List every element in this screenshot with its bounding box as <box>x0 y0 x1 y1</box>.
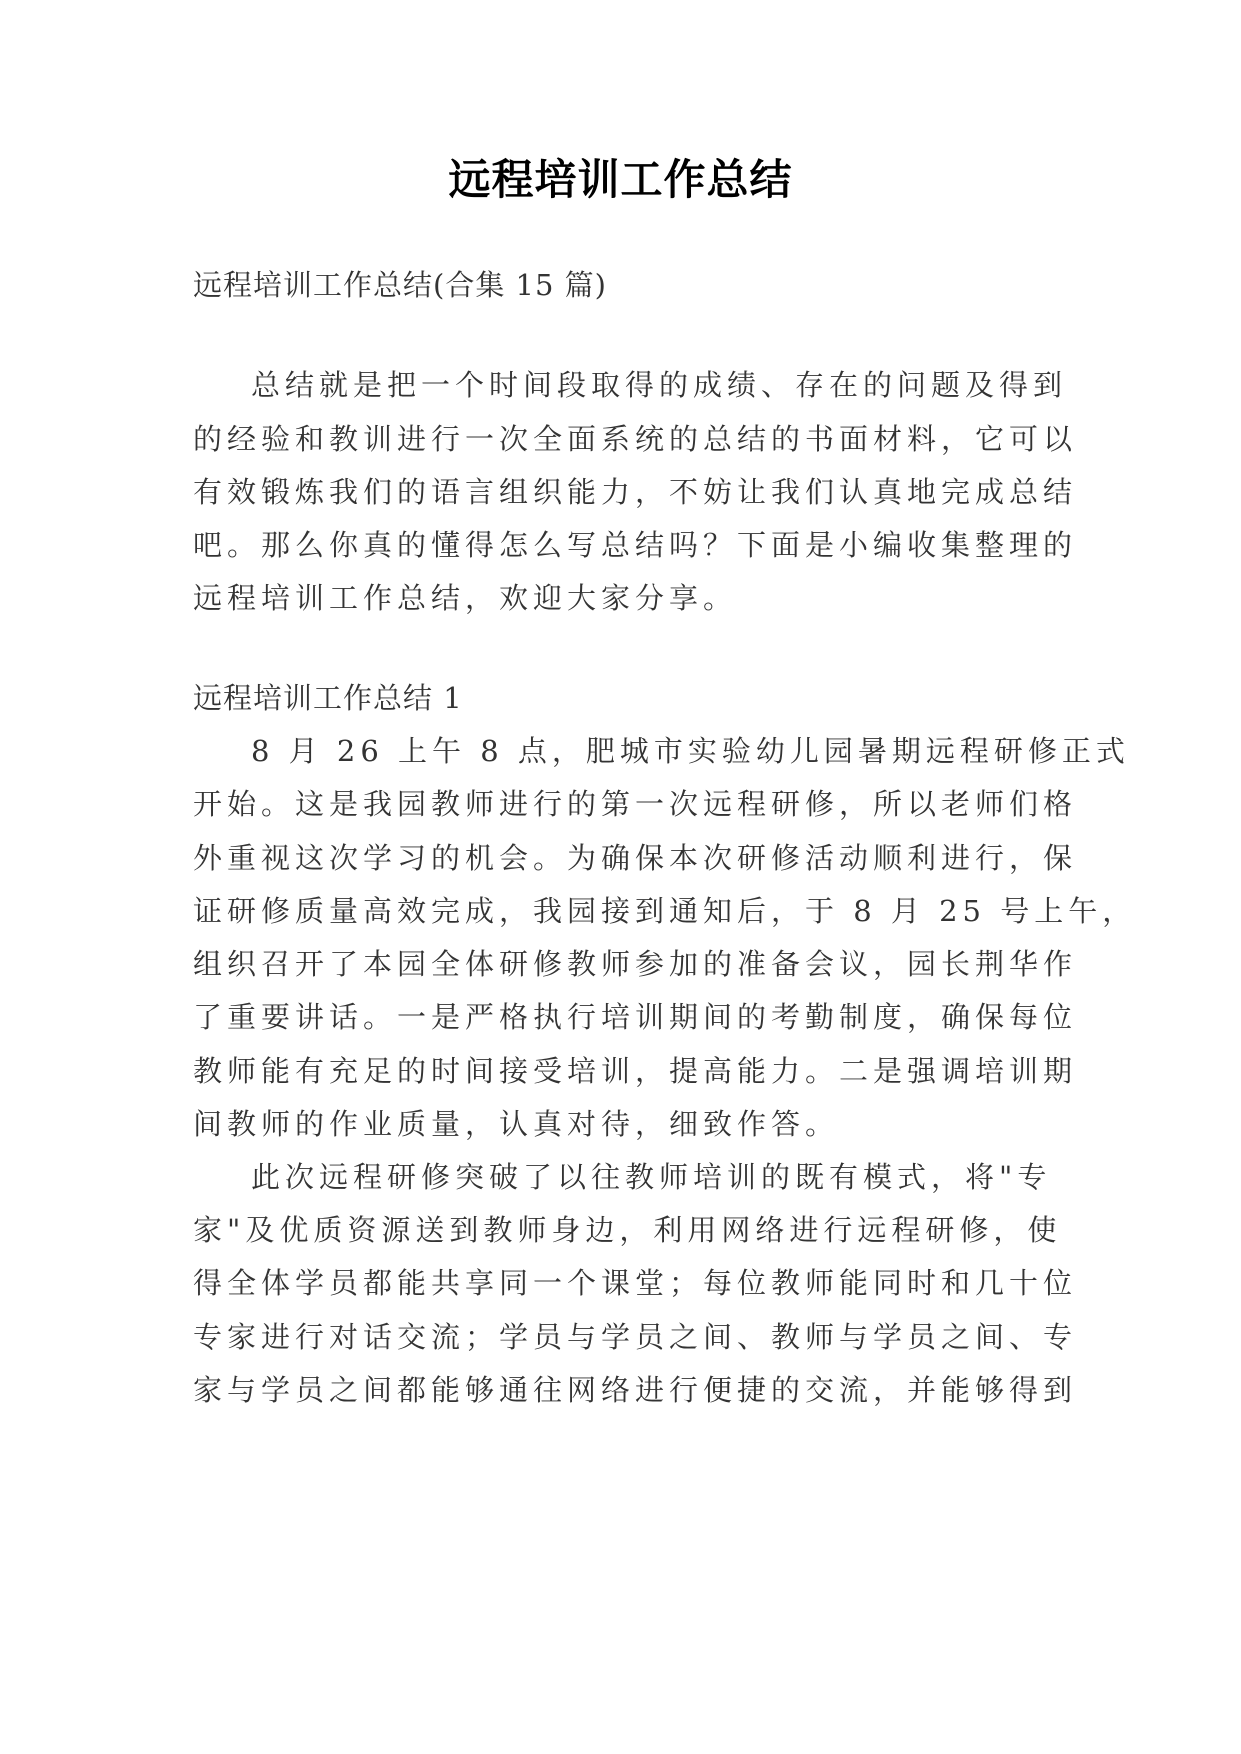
paragraph-line: 教师能有充足的时间接受培训，提高能力。二是强调培训期 <box>193 1054 1078 1088</box>
intro-line: 吧。那么你真的懂得怎么写总结吗？下面是小编收集整理的 <box>193 528 1078 562</box>
paragraph-line: 了重要讲话。一是严格执行培训期间的考勤制度，确保每位 <box>193 1000 1078 1034</box>
document-subtitle: 远程培训工作总结(合集 15 篇) <box>193 268 607 302</box>
paragraph-line: 8 月 26 上午 8 点，肥城市实验幼儿园暑期远程研修正式 <box>251 734 1130 768</box>
paragraph-line: 此次远程研修突破了以往教师培训的既有模式，将"专 <box>251 1160 1052 1194</box>
section-heading: 远程培训工作总结 1 <box>193 681 463 715</box>
paragraph-line: 组织召开了本园全体研修教师参加的准备会议，园长荆华作 <box>193 947 1078 981</box>
paragraph-line: 开始。这是我园教师进行的第一次远程研修，所以老师们格 <box>193 787 1078 821</box>
paragraph-line: 间教师的作业质量，认真对待，细致作答。 <box>193 1107 840 1141</box>
paragraph-line: 证研修质量高效完成，我园接到通知后，于 8 月 25 号上午， <box>193 894 1137 928</box>
intro-line: 总结就是把一个时间段取得的成绩、存在的问题及得到 <box>251 368 1068 402</box>
paragraph-line: 外重视这次学习的机会。为确保本次研修活动顺利进行，保 <box>193 841 1078 875</box>
intro-line: 的经验和教训进行一次全面系统的总结的书面材料，它可以 <box>193 422 1078 456</box>
intro-line: 有效锻炼我们的语言组织能力，不妨让我们认真地完成总结 <box>193 475 1078 509</box>
paragraph-line: 家与学员之间都能够通往网络进行便捷的交流，并能够得到 <box>193 1373 1078 1407</box>
paragraph-line: 专家进行对话交流；学员与学员之间、教师与学员之间、专 <box>193 1320 1078 1354</box>
paragraph-line: 得全体学员都能共享同一个课堂；每位教师能同时和几十位 <box>193 1266 1078 1300</box>
document-title: 远程培训工作总结 <box>448 155 793 204</box>
intro-line: 远程培训工作总结，欢迎大家分享。 <box>193 581 738 615</box>
paragraph-line: 家"及优质资源送到教师身边，利用网络进行远程研修，使 <box>193 1213 1062 1247</box>
